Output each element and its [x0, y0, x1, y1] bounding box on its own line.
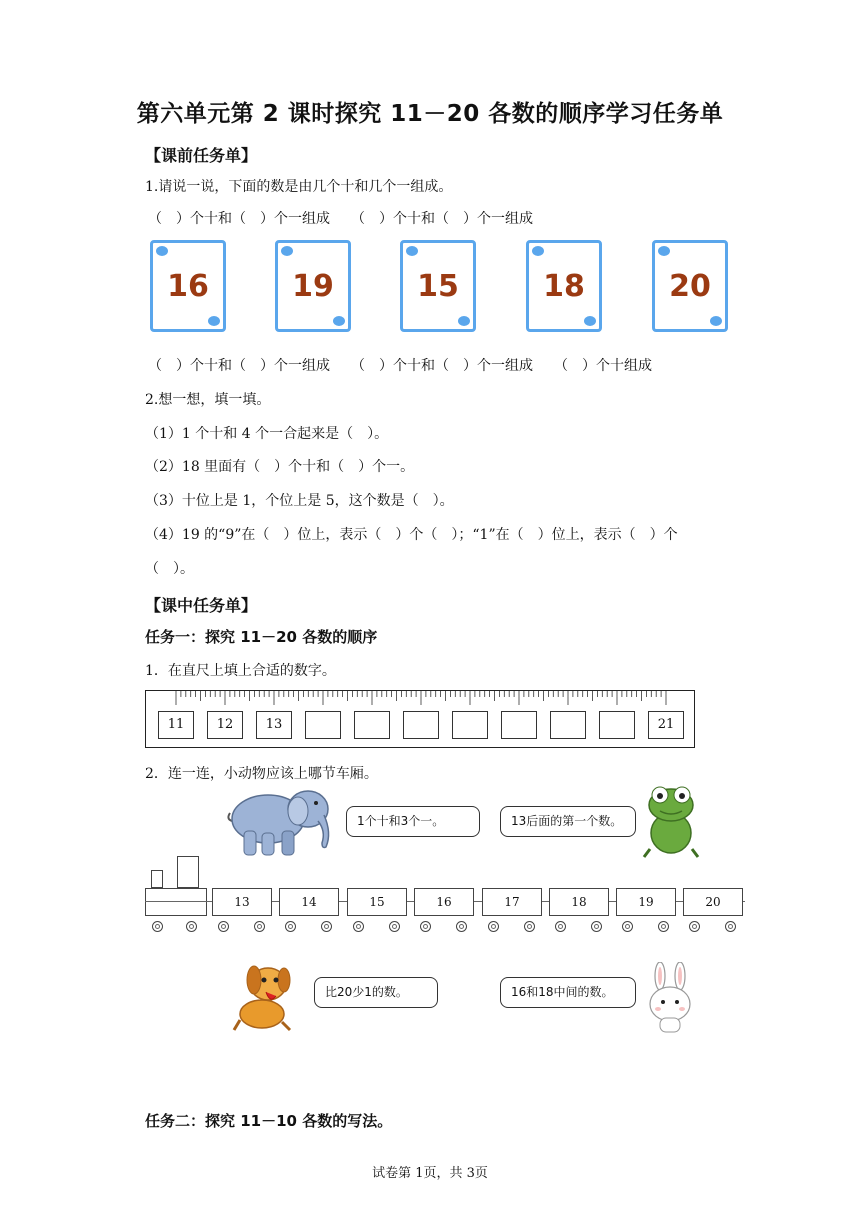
card-number: 19 [292, 269, 334, 304]
page-footer: 试卷第 1页，共 3页 [372, 1166, 488, 1181]
ruler [145, 690, 695, 748]
bear-icon [156, 246, 168, 256]
frog-icon [640, 783, 702, 859]
ruler-box[interactable] [403, 711, 439, 739]
bear-icon [208, 316, 220, 326]
number-card [400, 240, 476, 332]
number-card [652, 240, 728, 332]
train-car[interactable]: 18 [549, 888, 609, 916]
ruler-box: 13 [256, 711, 292, 739]
bear-icon [333, 316, 345, 326]
ruler-box: 11 [158, 711, 194, 739]
train-wheel [353, 921, 364, 932]
ruler-box[interactable] [305, 711, 341, 739]
train-wheel [488, 921, 499, 932]
ruler-box[interactable] [550, 711, 586, 739]
bear-icon [584, 316, 596, 326]
task1-q1: 1．在直尺上填上合适的数字。 [145, 663, 336, 679]
pre-task-header: 【课前任务单】 [145, 146, 258, 165]
pre-task-q1: 1.请说一说，下面的数是由几个十和几个一组成。 [145, 179, 453, 195]
train-car[interactable]: 15 [347, 888, 407, 916]
train-wheel [456, 921, 467, 932]
train-cabin [177, 856, 199, 888]
train-wheel [555, 921, 566, 932]
train-car[interactable]: 13 [212, 888, 272, 916]
train-wheel [689, 921, 700, 932]
train-wheel [725, 921, 736, 932]
dog-icon [232, 960, 296, 1034]
train-car[interactable]: 20 [683, 888, 743, 916]
train-wheel [591, 921, 602, 932]
ruler-box[interactable] [599, 711, 635, 739]
card-number: 16 [167, 269, 209, 304]
train-wheel [152, 921, 163, 932]
bear-icon [658, 246, 670, 256]
task2-title: 任务二：探究 11－10 各数的写法。 [145, 1112, 393, 1130]
bear-icon [710, 316, 722, 326]
q1-top-line: （ ）个十和（ ）个一组成 （ ）个十和（ ）个一组成 [148, 211, 533, 227]
train-wheel [524, 921, 535, 932]
bear-icon [458, 316, 470, 326]
number-card [150, 240, 226, 332]
rabbit-icon [640, 962, 700, 1036]
task1-title: 任务一：探究 11－20 各数的顺序 [145, 628, 378, 646]
elephant-bubble: 1个十和3个一。 [346, 806, 480, 837]
train-engine [145, 888, 207, 916]
in-task-header: 【课中任务单】 [145, 596, 258, 615]
card-number: 18 [543, 269, 585, 304]
train-wheel [186, 921, 197, 932]
number-card [526, 240, 602, 332]
ruler-box: 12 [207, 711, 243, 739]
dog-bubble: 比20少1的数。 [314, 977, 438, 1008]
q2-item: （1）1 个十和 4 个一合起来是（ ）。 [145, 426, 389, 442]
ruler-box[interactable] [354, 711, 390, 739]
train-wheel [389, 921, 400, 932]
page-title: 第六单元第 2 课时探究 11－20 各数的顺序学习任务单 [136, 101, 724, 127]
train-car[interactable]: 19 [616, 888, 676, 916]
train-car[interactable]: 14 [279, 888, 339, 916]
card-number: 15 [417, 269, 459, 304]
number-card [275, 240, 351, 332]
train-wheel [285, 921, 296, 932]
elephant-icon [226, 783, 336, 859]
ruler-box[interactable] [501, 711, 537, 739]
ruler-box: 21 [648, 711, 684, 739]
bear-icon [406, 246, 418, 256]
q2-item: （ ）。 [145, 561, 194, 577]
train-wheel [658, 921, 669, 932]
task1-q2: 2．连一连，小动物应该上哪节车厢。 [145, 766, 378, 782]
train-car[interactable]: 16 [414, 888, 474, 916]
ruler-ticks [146, 691, 694, 711]
train-chimney [151, 870, 163, 888]
train-wheel [420, 921, 431, 932]
card-number: 20 [669, 269, 711, 304]
q2-item: （3）十位上是 1，个位上是 5，这个数是（ ）。 [145, 493, 454, 509]
train-wheel [218, 921, 229, 932]
train-wheel [321, 921, 332, 932]
ruler-box[interactable] [452, 711, 488, 739]
pre-task-q2: 2.想一想，填一填。 [145, 392, 271, 408]
q1-bottom-line: （ ）个十和（ ）个一组成 （ ）个十和（ ）个一组成 （ ）个十组成 [148, 358, 652, 374]
rabbit-bubble: 16和18中间的数。 [500, 977, 636, 1008]
train-car[interactable]: 17 [482, 888, 542, 916]
train-wheel [254, 921, 265, 932]
bear-icon [532, 246, 544, 256]
frog-bubble: 13后面的第一个数。 [500, 806, 636, 837]
train-wheel [622, 921, 633, 932]
q2-item: （4）19 的“9”在（ ）位上，表示（ ）个（ ）；“1”在（ ）位上，表示（ ）个 [145, 527, 678, 543]
bear-icon [281, 246, 293, 256]
q2-item: （2）18 里面有（ ）个十和（ ）个一。 [145, 459, 415, 475]
